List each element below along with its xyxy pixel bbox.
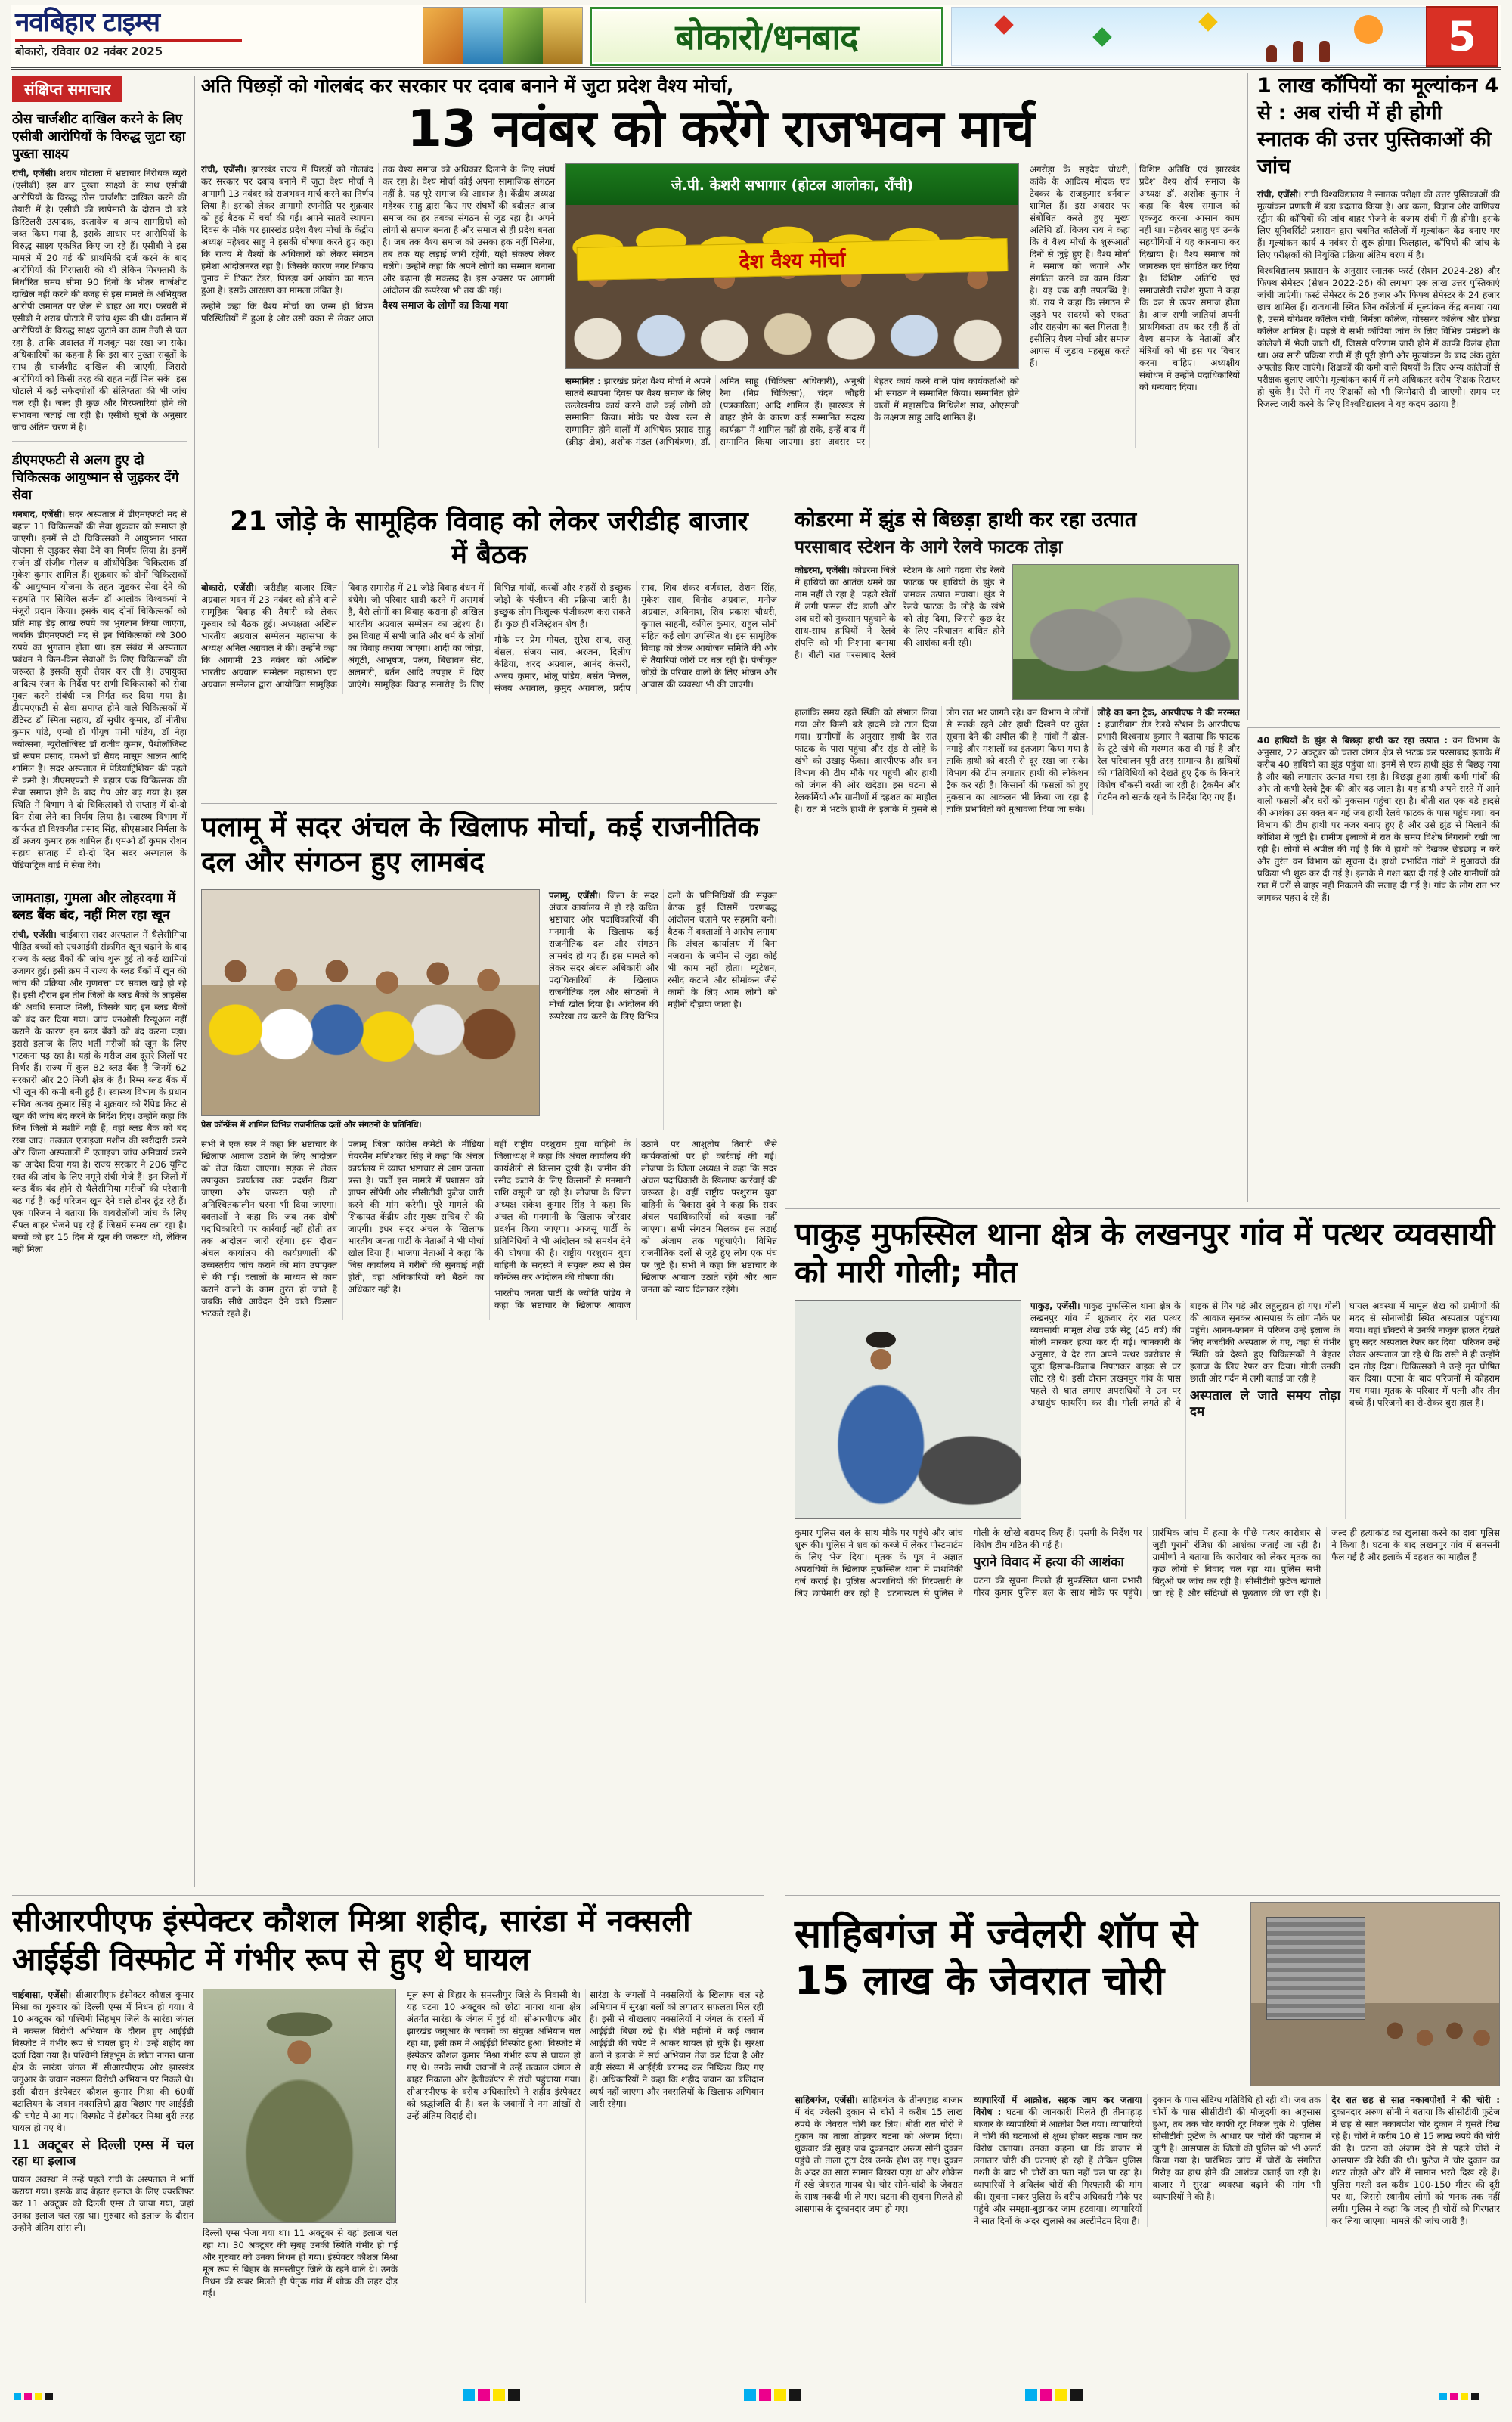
black-mark [789,2389,801,2401]
brief-item [12,441,187,871]
paragraph: वहीं राष्ट्रीय परशुराम युवा वाहिनी के जिलाध्यक्ष ने कहा कि अंचल कार्यालय की कार्यशैली से किसान दुखी हैं। जमीन की रसीद कटाने के लिए किसानों से मनमानी राशि वसूली जा रही है। लोजपा के जिला अध्यक्ष राकेश कुमार सिंह ने कहा कि अंचल की मनमानी के खिलाफ जोरदार प्रदर्शन किया जाएगा। आजसू पार्टी के प्रतिनिधियों ने भी आंदोलन को समर्थन देने की घोषणा की है। राष्ट्रीय परशुराम युवा वाहिनी के सदस्यों ने संयुक्त रूप से प्रेस कॉन्फ्रेंस कर आंदोलन की घोषणा की। [494,1138,631,1282]
body-text: झारखंड प्रदेश वैश्य मोर्चा ने अपने सातवें स्थापना दिवस पर वैश्य समाज के लिए उल्लेखनीय कार्य करने वाले कई लोगों को सम्मानित किया। मौके पर वैश्य रत्न से सम्मानित होने वालों में अभिषेक प्रसाद साहु (क्रीड़ा क्षेत्र), अशोक मंडल (अभियंत्रण), डॉ. अमित साहू (चिकित्सा अधिकारी), अनुश्री रैना (निप्र चिकित्सा), चंदन जौहरी (पत्रकारिता) आदि शामिल हैं। झारखंड से बाहर होने के कारण कई सम्मानित सदस्य कार्यक्रम में शामिल नहीं हो सके, इन्हें बाद में सम्मानित किया जाएगा। इस अवसर पर बेहतर कार्य करने वाले पांच कार्यकर्ताओं को भी संगठन ने सम्मानित किया। सम्मानित होने वालों में महासचिव मिथिलेश साव, ओएसजी के लक्ष्मण साहु आदि शामिल हैं। [565,376,1019,448]
paragraph: दुकान के पास संदिग्ध गतिविधि हो रही थी। जब तक चोरों के पास सीसीटीवी की मौजूदगी का अहसास हुआ, तब तक चोर काफी दूर निकल चुके थे। पुलिस सीसीटीवी फुटेज के आधार पर चोरों की पहचान में जुटी है। आसपास के जिलों की पुलिस को भी अलर्ट किया गया है। प्रारंभिक जांच में चोरों के संगठित गिरोह का हाथ होने की आशंका जताई जा रही है। बाजार में सुरक्षा व्यवस्था बढ़ाने की मांग भी व्यापारियों ने की है। [1152,2095,1321,2202]
black-mark [1471,2393,1479,2400]
headline: कोडरमा में झुंड से बिछड़ा हाथी कर रहा उत्पात [795,508,1137,532]
photo-caption: प्रेस कॉन्फ्रेंस में शामिल विभिन्न राजनीतिक दलों और संगठनों के प्रतिनिधि। [201,1119,422,1130]
page-number: 5 [1448,12,1476,60]
honored-section [565,375,1019,448]
article-text-under-photo [203,2227,398,2300]
yellow-mark [493,2389,505,2401]
collage-tile [503,8,543,64]
body-text: पाकुड़ मुफस्सिल थाना क्षेत्र के लखनपुर गांव में शुक्रवार देर रात पत्थर व्यवसायी मामूल शेख उर्फ सेंटू (45 वर्ष) की गोली मारकर हत्या कर दी गई। जानकारी के अनुसार, वे देर रात अपने पत्थर कारोबार से जुड़ा हिसाब-किताब निपटाकर बाइक से घर लौट रहे थे। इसी दौरान लखनपुर गांव के पास पहले से घात लगाए अपराधियों ने उन पर अंधाधुंध फायरिंग कर दी। गोली लगते ही वे बाइक से गिर पड़े और लहूलुहान हो गए। गोली की आवाज सुनकर आसपास के लोग मौके पर पहुंचे। आनन-फानन में परिजन उन्हें इलाज के लिए नजदीकी अस्पताल ले गए, जहां से गंभीर स्थिति को देखते हुए चिकित्सकों ने बेहतर इलाज के लिए रेफर कर दिया। गोली उनकी छाती और गर्दन में लगी बताई जा रही है। [1030,1301,1340,1409]
headline: पाकुड़ मुफस्सिल थाना क्षेत्र के लखनपुर गांव में पत्थर व्यवसायी को मारी गोली; मौत [795,1216,1495,1291]
body-text: जरीडीह बाजार स्थित अग्रवाल भवन में 23 नवंबर को होने वाले सामूहिक विवाह की तैयारी को लेकर गुरुवार को बैठक हुई। अध्यक्षता अखिल भारतीय अग्रवाल सम्मेलन महासभा के अध्यक्ष अनिल अग्रवाल ने की। उन्होंने कहा कि आगामी 23 नवंबर को अखिल भारतीय अग्रवाल सम्मेलन महासभा एवं अग्रवाल सम्मेलन द्वारा आयोजित सामूहिक विवाह समारोह में 21 जोड़े विवाह बंधन में बंधेंगे। जो परिवार शादी करने में असमर्थ हैं, वैसे लोगों का विवाह कराना ही अखिल भारतीय अग्रवाल सम्मेलन का उद्देश्य है। इस विवाह में सभी जाति और धर्म के लोगों का विवाह कराया जाएगा। शादी का जोड़ा, अंगूठी, आभूषण, पलंग, बिछावन सेट, अलमारी, बर्तन आदि उपहार में दिए जाएंगे। सामूहिक विवाह समारोह के लिए विभिन्न गांवों, कस्बों और शहरों से इच्छुक जोड़ों के पंजीयन की प्रक्रिया जारी है। इच्छुक लोग निःशुल्क पंजीकरण करा सकते हैं। कुछ ही रजिस्ट्रेशन शेष हैं। [201,581,631,690]
registration-marks [744,2389,804,2402]
body-text: वन विभाग के अनुसार, 22 अक्टूबर को चतरा जंगल क्षेत्र से भटक कर परसाबाद इलाके में करीब 40 हाथियों का झुंड पहुंचा था। इनमें से एक हाथी झुंड से बिछड़ गया है और वही लगातार उत्पात मचा रहा है। बिछड़ा हुआ हाथी कभी गांवों की ओर तो कभी रेलवे ट्रैक की ओर बढ़ जाता है। यह हाथी अपने रास्ते में आने वाली फसलों और घरों को नुकसान पहुंचा रहा है। बीती रात एक बड़े हादसे की आशंका उस वक्त बन गई जब हाथी रेलवे फाटक के पास पहुंच गया। वन विभाग की टीम हाथी पर नजर बनाए हुए है और उसे झुंड से मिलाने की कोशिश में जुटी है। ग्रामीण इलाकों में रात के समय विशेष निगरानी रखी जा रही है। लोगों से अपील की गई है कि वे हाथी को देखकर छेड़छाड़ न करें और तुरंत वन विभाग को सूचना दें। हाथी प्रभावित गांवों में मुआवजे की प्रक्रिया भी शुरू कर दी गई है। इलाके में गश्त बढ़ा दी गई है और ग्रामीणों को रात में घरों से बाहर नहीं निकलने की सलाह दी गई है। गांव के लोग रात भर जागकर पहरा दे रहे हैं। [1257,735,1500,903]
black-mark [508,2389,520,2401]
section-title: बोकारो/धनबाद [675,17,858,57]
body-text: घटना की जानकारी मिलते ही तीनपहाड़ बाजार के व्यापारियों में आक्रोश फैल गया। व्यापारियों ने चोरी की घटनाओं से क्षुब्ध होकर सड़क जाम कर विरोध जताया। उनका कहना था कि बाजार में लगातार चोरी की घटनाएं हो रही हैं लेकिन पुलिस गश्ती के बाद भी चोरों का पता नहीं चल पा रहा है। व्यापारियों ने अविलंब चोरों की गिरफ्तारी की मांग की। सूचना पाकर पुलिस के वरीय अधिकारी मौके पर पहुंचे और समझा-बुझाकर जाम हटवाया। व्यापारियों ने सात दिनों के अंदर खुलासे का अल्टीमेटम दिया है। [973,2107,1142,2226]
article-text-below [795,706,1240,815]
person-silhouette [1266,45,1277,62]
magenta-mark [1450,2393,1458,2400]
officer-photo [203,1989,396,2223]
yellow-mark [1055,2389,1067,2401]
paragraph: अगरोड़ा के सहदेव चौधरी, कांके के आदित्य मोदक एवं टेवकर के राजकुमार बर्नवाल शामिल हैं। इस अवसर पर संबोधित करते हुए मुख्य अतिथि डॉ. विजय राय ने कहा कि वे वैश्य मोर्चा के शुरूआती दिनों से जुड़े हुए हैं। वैश्य मोर्चा ने समाज को जगाने और संगठित करने का काम किया है। यह एक बड़ी उपलब्धि है। डॉ. राय ने कहा कि संगठन से जुड़ने पर सदस्यों को एकता और सहयोग का बल मिलता है। इसीलिए वैश्य मोर्चा और समाज आपस में जुड़ाव महसूस करते हैं। [1030,164,1130,369]
briefs-column [12,76,195,1887]
paragraph [974,2094,1142,2227]
elephant-herd-photo [1012,564,1239,700]
paragraph [795,2094,963,2215]
paragraph: घटना की सूचना मिलते ही मुफस्सिल थाना प्रभारी गौरव कुमार पुलिस बल के साथ मौके पर पहुंचे। प्रारंभिक जांच में हत्या के पीछे पत्थर कारोबार से जुड़ी पुरानी रंजिश की आशंका जताई जा रही है। ग्रामीणों ने बताया कि कारोबार को लेकर मृतक का कुछ लोगों से विवाद चल रहा था। पुलिस सभी बिंदुओं पर जांच कर रही है। सीसीटीवी फुटेज खंगाले जा रहे हैं और संदिग्धों से पूछताछ की जा रही है। जल्द ही हत्याकांड का खुलासा करने का दावा पुलिस ने किया है। घटना के बाद लखनपुर गांव में सनसनी फैल गई है और इलाके में दहशत का माहौल है। [973,1527,1500,1599]
magenta-mark [24,2393,32,2400]
body-text: चाईबासा सदर अस्पताल में थैलेसीमिया पीड़ित बच्चों को एचआईवी संक्रमित खून चढ़ाने के बाद राज्य के ब्लड बैंकों की जांच शुरू हुई तो कई खामियां उजागर हुईं। इसी क्रम में राज्य के ब्लड बैंकों में खून की जांच की प्रक्रिया और गुणवत्ता पर सवाल खड़े हो रहे हैं। इसी दौरान इन तीन जिलों के ब्लड बैंकों के लाइसेंस की अवधि समाप्त मिली, जिसके बाद इन ब्लड बैंकों को बंद कर दिया गया। जांच एनओसी रिन्यूअल नहीं कराने के कारण इन ब्लड बैंकों को बंद करना पड़ा। इससे इलाज के लिए भर्ती मरीजों को खून के लिए भटकना पड़ रहा है। यहां के मरीज अब दूसरे जिलों पर निर्भर हैं। राज्य में कुल 82 ब्लड बैंक हैं जिनमें 62 सरकारी और 20 निजी क्षेत्र के हैं। रिम्स ब्लड बैंक में भी खून की कमी बनी हुई है। स्वास्थ्य विभाग के प्रधान सचिव अजय कुमार सिंह ने शुक्रवार को रैपिड किट से खून की जांच बंद करने के निर्देश दिए। उन्होंने कहा कि जिन जिलों में मशीनें नहीं हैं, वहां ब्लड बैंक को बंद रखा जाए। तत्काल एलाइजा मशीन की खरीदारी करने और जिला अस्पतालों में एलाइजा जांच अनिवार्य करने का आदेश दिया गया है। राज्य सरकार ने 206 यूनिट रक्त की जांच के लिए नमूने रांची भेजे हैं। इन जिलों में ब्लड बैंक बंद होने से थैलेसीमिया मरीजों की परेशानी बढ़ गई है। कई परिजन खून देने वाले डोनर ढूंढ रहे हैं। एक परिजन ने बताया कि वायरोलॉजी जांच के लिए सैंपल बाहर भेजने पड़ रहे हैं जिसमें समय लग रहा है। बच्चों को हर 15 दिन में खून की जरूरत थी, लेकिन नहीं मिला। [12,929,187,1254]
article-row [795,1300,1500,1519]
body-text: झारखंड राज्य में पिछड़ों को गोलबंद कर सरकार पर दबाव बनाने में जुटा वैश्य मोर्चा ने आगामी 13 नवंबर को राजभवन मार्च करने का निर्णय लिया है। इसको लेकर आगामी रणनीति पर शुक्रवार को हुई बैठक में चर्चा की गई। अपने सातवें स्थापना दिवस के मौके पर झारखंड प्रदेश वैश्य मोर्चा के केंद्रीय अध्यक्ष महेश्वर साहु ने इसकी घोषणा करते हुए कहा कि राज्य में वैश्यों के अधिकारों को लेकर संगठन हमेशा आंदोलनरत रहा है। जिसके कारण नगर निकाय चुनाव में टिकट टेंडर, पिछड़ा वर्ग आयोग का गठन हुआ है। इसके आरक्षण का मामला लंबित है। [201,164,373,296]
dateline: कोडरमा, एजेंसी। [795,565,850,575]
collage-tile [463,8,503,64]
paragraph [565,375,1019,448]
paragraph: सभी ने एक स्वर में कहा कि भ्रष्टाचार के खिलाफ आवाज उठाने के लिए आंदोलन को तेज किया जाएगा। सड़क से लेकर उपायुक्त कार्यालय तक प्रदर्शन किया जाएगा और जरूरत पड़ी तो अनिश्चितकालीन धरना भी दिया जाएगा। वक्ताओं ने कहा कि जब तक दोषी पदाधिकारियों पर कार्रवाई नहीं होती तब तक आंदोलन जारी रहेगा। इस दौरान अंचल कार्यालय की कार्यप्रणाली की उच्चस्तरीय जांच कराने की मांग उपायुक्त से की गई। दलालों के माध्यम से काम कराने वालों के काम तुरंत हो जाते हैं जबकि सीधे आवेदन देने वाले किसान भटकते रहते हैं। [201,1138,337,1319]
crosshead: पुराने विवाद में हत्या की आशंका [973,1555,1124,1571]
article-text-left [201,163,555,448]
person-silhouette [1293,41,1303,62]
page-number-box [1426,6,1498,67]
dateline: बोकारो, एजेंसी। [201,581,257,593]
paragraph [1257,188,1500,261]
dateline: रांची, एजेंसी। [201,164,247,175]
inline-subhead: वैश्य समाज के लोगों का किया गया [383,300,508,312]
photo-banner-yellow: देश वैश्य मोर्चा [577,238,1009,281]
article-text [1257,188,1500,410]
newspaper-name: नवबिहार टाइम्स [15,8,160,38]
kite-icon [1198,12,1217,31]
headline: 21 जोड़े के सामूहिक विवाह को लेकर जरीडीह बाजार में बैठक [230,507,748,570]
registration-marks [1025,2389,1086,2402]
article-text-right [1030,163,1240,448]
article-elephant-rampage [785,498,1240,1202]
cyan-mark [744,2389,756,2401]
dateline: पलामू, एजेंसी। [549,889,601,901]
cyan-mark [14,2393,21,2400]
article-copy-evaluation [1247,73,1500,720]
headline: साहिबगंज में ज्वेलरी शॉप से 15 लाख के जेवरात चोरी [795,1912,1198,2005]
edition-dateline: बोकारो, रविवार 02 नवंबर 2025 [15,45,163,58]
paragraph [12,1989,194,2134]
sun-icon [1354,15,1383,44]
dateline: साहिबगंज, एजेंसी। [795,2095,858,2105]
magenta-mark [759,2389,771,2401]
black-mark [1070,2389,1083,2401]
article-head-row [795,1902,1500,2086]
main-headline: 13 नवंबर को करेंगे राजभवन मार्च [407,99,1034,158]
article-text-left [12,1989,194,2303]
person-silhouette [1319,41,1330,62]
cyan-mark [1439,2393,1447,2400]
body-text: कोडरमा जिले में हाथियों का आतंक थमने का नाम नहीं ले रहा है। पहले खेतों में लगी फसल रौंद डाली और अब घरों को नुकसान पहुंचाने के साथ-साथ हाथियों ने रेलवे संपत्ति को भी निशाना बनाया है। बीती रात परसाबाद रेलवे स्टेशन के आगे गढ़वा रोड रेलवे फाटक पर हाथियों के झुंड ने जमकर उत्पात मचाया। झुंड ने रेलवे फाटक के लोहे के खंभे को तोड़ दिया, जिससे कुछ देर के लिए परिचालन बाधित होने की आशंका बनी रही। [795,565,1005,660]
paragraph [12,929,187,1255]
article-text-below [201,1138,777,1320]
paragraph: घायल अवस्था में मामूल शेख को ग्रामीणों की मदद से सोनाजोड़ी स्थित अस्पताल पहुंचाया गया। वहां डॉक्टरों ने उनकी नाजुक हालत देखते हुए सदर अस्पताल रेफर कर दिया। परिजन उन्हें लेकर अस्पताल जा रहे थे कि रास्ते में ही उन्होंने दम तोड़ दिया। चिकित्सकों ने उन्हें मृत घोषित कर दिया। घटना के बाद परिजनों में कोहराम मच गया। मृतक के परिवार में पत्नी और तीन बच्चे हैं। परिजनों का रो-रोकर बुरा हाल है। [1349,1301,1500,1409]
crowd-with-yellow-caps [566,205,1018,368]
registration-marks [1439,2389,1482,2402]
brief-headline: जामताड़ा, गुमला और लोहरदगा में ब्लड बैंक बंद, नहीं मिल रहा खून [12,891,176,923]
subheadline: परसाबाद स्टेशन के आगे रेलवे फाटक तोड़ा [795,538,1063,557]
body-text: दुकानदार अरुण सोनी ने बताया कि सीसीटीवी फुटेज में छह से सात नकाबपोश चोर दुकान में घुसते दिख रहे हैं। चोरों ने करीब 10 से 15 लाख रुपये की चोरी की है। घटना को अंजाम देने से पहले चोरों ने आसपास की रेकी की थी। फुटेज में चोर दुकान का शटर तोड़ते और बोरे में सामान भरते दिख रहे हैं। पुलिस गश्ती दल करीब 100-150 मीटर की दूरी पर था, जिससे स्थानीय लोगों को भनक तक नहीं लगी। पुलिस ने कहा कि जल्द ही चोरों को गिरफ्तार कर लिया जाएगा। मामले की जांच जारी है। [1331,2107,1500,2226]
paragraph: उन्होंने कहा कि वैश्य मोर्चा का जन्म ही विषम परिस्थितियों में हुआ है और उसी वक्त से लेकर आज तक वैश्य समाज को अधिकार दिलाने के लिए संघर्ष कर रहा है। वैश्य मोर्चा कोई अपना सामाजिक संगठन नहीं है, यह पूरे समाज की आवाज है। केंद्रीय अध्यक्ष महेश्वर साहु द्वारा किए गए संघर्षों की बदौलत आज समाज का हर तबका संगठन से जुड़ रहा है। अपने लोगों से समाज बनता है और समाज से ही प्रदेश बनता है। जब तक वैश्य समाज को उसका हक नहीं मिलेगा, तब तक यह लड़ाई जारी रहेगी, यही संकल्प लेकर चलेंगे। उन्होंने कहा कि अपने लोगों का सम्मान बनाना और बढ़ाना ही मकसद है। इस अवसर पर आगामी आंदोलन की रूपरेखा भी तय की गई। [201,164,555,324]
brief-headline: डीएमएफटी से अलग हुए दो चिकित्सक आयुष्मान से जुड़कर देंगे सेवा [12,453,179,503]
inline-subhead: देर रात छह से सात नकाबपोशों ने की चोरी : [1331,2095,1500,2105]
photo-banner-green: जे.पी. केशरी सभागार (होटल आलोका, राँची) [566,164,1018,205]
masthead-rule [15,39,242,42]
yellow-mark [35,2393,42,2400]
photo-block [203,1989,398,2303]
paragraph [795,564,1005,661]
header-kites-illustration [951,7,1429,66]
briefs-header: संक्षिप्त समाचार [12,76,122,102]
paragraph: मौके पर प्रेम गोयल, सुरेश साव, राजू बंसल, संजय साव, अरजन, दिलीप केडिया, शरद अग्रवाल, आनंद केसरी, अजय कुमार, भोलू पांडेय, बसंत मित्तल, संजय अग्रवाल, कुमुद अग्रवाल, प्रदीप साव, शिव शंकर वर्णवाल, रोशन सिंह, मुकेश साव, विनोद अग्रवाल, मनोज अग्रवाल, अविनाश, शिव प्रकाश चौधरी, कृपाल साहनी, कपिल कुमार, राहुल सोनी सहित कई लोग उपस्थित थे। इस सामूहिक विवाह को लेकर आयोजन समिति की ओर से तैयारियां जोरों पर चल रही हैं। पंजीकृत जोड़ों के परिवार वालों के लिए भोजन और आवास की व्यवस्था भी की जाएगी। [494,581,777,693]
yellow-mark [774,2389,786,2401]
inline-subhead: सम्मानित : [565,376,601,387]
paragraph [201,163,373,296]
press-conference-photo [201,889,540,1116]
paragraph: दिल्ली एम्स भेजा गया था। 11 अक्टूबर से वहां इलाज चल रहा था। 30 अक्टूबर की सुबह उनकी स्थिति गंभीर हो गई और गुरुवार को उनका निधन हो गया। इंस्पेक्टर कौशल मिश्रा मूल रूप से बिहार के समस्तीपुर जिले के रहने वाले थे। उनके निधन की खबर मिलते ही पैतृक गांव में शोक की लहर दौड़ गई। [203,2227,398,2299]
body-text: शराब घोटाला में भ्रष्टाचार निरोधक ब्यूरो (एसीबी) इस बार पुख्ता साक्ष्यों के साथ एसीबी आरोपियों के विरुद्ध ठोस चार्जशीट दाखिल करने की तैयारी में है। एसीबी की छापेमारी के दौरान दो बड़े डिस्टिलरी उत्पादक, दस्तावेज व अन्य सामग्रियों को जब्त किया गया है, इसके आधार पर आरोपियों के विरुद्ध साक्ष्य एकत्रित किए जा रहे हैं। एसीबी ने इस मामले में 20 गई की प्राथमिकी दर्ज करने के बाद आरोपियों की गिरफ्तारी की थी लेकिन गिरफ्तारी के निर्धारित समय सीमा 90 दिनों के भीतर चार्जशीट दाखिल नहीं करने की वजह से इस मामले के अभियुक्त आरोपी जमानत पर जेल से बाहर आ गए। फरवरी में एसीबी ने शराब घोटाले में जांच शुरू की थी। वर्तमान में आरोपियों के विरुद्ध साक्ष्य जुटाने का काम तेजी से चल रहा है, ताकि अदालत में मजबूत पक्ष रखा जा सके। अधिकारियों का कहना है कि इस बार पुख्ता सबूतों के साथ ही चार्जशीट दाखिल की जाएगी, जिससे आरोपियों को किसी तरह की राहत नहीं मिल सके। इस घोटाले में कई सफेदपोशों की संलिप्तता की भी जांच चल रही है। जल्द ही कुछ और गिरफ्तारियां होने की संभावना जताई जा रही है। एसीबी सूत्रों के अनुसार जांच अंतिम चरण में है। [12,168,187,433]
dateline: रांची, एजेंसी। [12,168,57,178]
header-collage-image [423,7,583,64]
registration-marks [463,2389,523,2402]
dateline: धनबाद, एजेंसी। [12,509,66,519]
kite-icon [994,15,1013,34]
article-jewellery-theft [785,1895,1500,2380]
paragraph: विशिष्ट अतिथि एवं झारखंड प्रदेश वैश्य शौर्य समाज के अध्यक्ष डॉ. अशोक कुमार ने कहा कि वैश्य समाज को एकजुट करना आसान काम नहीं था। महेश्वर साहु एवं उनके सहयोगियों ने यह कारनामा कर दिखाया है। वैश्य समाज को जागरूक एवं संगठित कर दिया है। विशिष्ट अतिथि एवं समाजसेवी राजेश गुप्ता ने कहा कि दल से ऊपर समाज होता है। आज सभी जातियां अपनी प्राथमिकता तय कर रही हैं तो वैश्य समाज के नेताओं और मंत्रियों को भी इस पर विचार करना चाहिए। अध्यक्षीय संबोधन में उन्होंने पदाधिकारियों को धन्यवाद दिया। [1139,164,1240,393]
kicker: अति पिछड़ों को गोलबंद कर सरकार पर दवाब बनाने में जुटा प्रदेश वैश्य मोर्चा, [201,75,734,97]
article-row [201,889,777,1130]
paragraph [12,167,187,433]
headline: सीआरपीएफ इंस्पेक्टर कौशल मिश्रा शहीद, सारंडा में नक्सली आईईडी विस्फोट में गंभीर रूप से हुए थे घायल [12,1903,691,1978]
dateline: रांची, एजेंसी। [1257,188,1302,200]
brief-item [12,111,187,433]
paragraph: विश्वविद्यालय प्रशासन के अनुसार स्नातक फर्स्ट (सेशन 2024-28) और फिफ्थ सेमेस्टर (सेशन 2022-26) की लगभग एक लाख उत्तर पुस्तिकाएं जांची जाएंगी। फर्स्ट सेमेस्टर के 26 हजार और फिफ्थ सेमेस्टर के 24 हजार छात्र शामिल हैं। राजधानी स्थित जिन कॉलेजों में मूल्यांकन केंद्र बनाया गया है, उसमें योगेश्वर कॉलेज रांची, निर्मला कॉलेज, गोस्सनर कॉलेज और डोरंडा कॉलेज शामिल हैं। पहले ये सभी कॉपियां जांच के लिए विभिन्न प्रमंडलों के कॉलेजों में भेजी जाती थीं, जिससे परिणाम जारी होने में काफी विलंब होता था। अब सारी प्रक्रिया रांची में ही पूरी होगी और मूल्यांकन के बाद अंक तुरंत अपलोड किए जाएंगे। शिक्षकों की कमी वाले विषयों के लिए अन्य कॉलेजों से परीक्षक बुलाए जाएंगे। मूल्यांकन कार्य में लगे अधिकतर वरीय शिक्षक रिटायर हो चुके हैं। ऐसे में नए शिक्षकों को भी जिम्मेदारी दी जाएगी। समय पर रिजल्ट जारी करने के लिए विश्वविद्यालय ने यह कदम उठाया है। [1257,265,1500,409]
article-rajbhavan-march [201,73,1240,493]
collage-tile [423,8,463,64]
article-text-right [407,1989,764,2303]
article-text [795,2094,1500,2227]
shop-shutter-illustration [1266,1917,1365,2020]
dateline: चाईबासा, एजेंसी। [12,1989,72,2000]
magenta-mark [1040,2389,1052,2401]
main-article-body [201,163,1240,448]
paragraph [1331,2094,1500,2227]
paragraph [12,508,187,871]
paragraph: भारतीय जनता पार्टी के ज्योति पांडेय ने कहा कि भ्रष्टाचार के खिलाफ आवाज उठाने पर आशुतोष तिवारी जैसे कार्यकर्ताओं पर ही कार्रवाई की गई। लोजपा के जिला अध्यक्ष ने कहा कि सदर अंचल पदाधिकारी के खिलाफ कार्रवाई की जरूरत है। वहीं राष्ट्रीय परशुराम युवा वाहिनी के विकास दुबे ने कहा कि सदर अंचल पदाधिकारियों को बख्शा नहीं जाएगा। सभी संगठन मिलकर इस लड़ाई को अंजाम तक पहुंचाएंगे। विभिन्न राजनीतिक दलों से जुड़े हुए लोग एक मंच पर जुटे हैं। सभी ने कहा कि भ्रष्टाचार के खिलाफ आवाज उठाते रहेंगे और आम जनता को न्याय दिलाकर रहेंगे। [494,1138,777,1310]
masthead [15,8,265,59]
paragraph [1257,734,1500,904]
dateline: पाकुड़, एजेंसी। [1030,1301,1080,1312]
cyan-mark [1025,2389,1037,2401]
registration-marks [14,2389,56,2402]
body-text: साहिबगंज के तीनपहाड़ बाजार में बंद ज्वेलरी दुकान से चोरों ने करीब 15 लाख रुपये के जेवरात चोरी कर लिए। बीती रात चोरों ने दुकान का ताला तोड़कर घटना को अंजाम दिया। शुक्रवार की सुबह जब दुकानदार अरुण सोनी दुकान पहुंचे तो ताला टूटा देख उनके होश उड़ गए। दुकान के अंदर का सारा सामान बिखरा पड़ा था और शोकेस में रखे जेवरात गायब थे। चोर सोने-चांदी के जेवरात के साथ नकदी भी ले गए। घटना की सूचना मिलते ही आसपास के दुकानदार जमा हो गए। [795,2095,963,2214]
dateline: रांची, एजेंसी। [12,929,57,940]
body-text: सदर अस्पताल में डीएमएफटी मद से बहाल 11 चिकित्सकों की सेवा शुक्रवार को समाप्त हो जाएगी। इनमें से दो चिकित्सकों ने आयुष्मान भारत योजना से जुड़कर सेवा देने का निर्णय लिया है। इनमें सर्जन डॉ संजीव गोलज व ऑर्थोपेडिक चिकित्सक डॉ मुकेश कुमार शामिल हैं। शुक्रवार को दोनों चिकित्सकों की आयुष्मान योजना के तहत जुड़कर सेवा देने की सहमति पर सिविल सर्जन डॉ आलोक विश्वकर्मा ने मंजूरी प्रदान किया। इसके बाद दोनों चिकित्सकों को प्रति माह डेढ़ लाख रुपये का भुगतान किया जाएगा, जबकि डीएमएफटी मद से इन चिकित्सकों को 300 रुपये का भुगतान होता था। इस संबंध में अस्पताल प्रबंधन ने किन-किन सेवाओं के लिए चिकित्सकों की जरूरत है इसकी सूची तैयार कर ली है। उपायुक्त आदित्य रंजन के निर्देश पर सभी चिकित्सकों को सेवा मुक्त करने संबंधी पत्र निर्गत कर दिया गया है। डीएमएफटी से सेवा समाप्त होने वाले चिकित्सकों में डेंटिस्ट डॉ स्मिता सहाय, डॉ सुधीर कुमार, डॉ नीतीश कुमार पांडे, एम्बो डॉ पीयूष पानी पांडेय, डॉ नेहा ज्योत्सना, न्यूरोलॉजिस्ट डॉ राजीव कुमार, पैथोलॉजिस्ट डॉ रूपम प्रसाद, एमओ डॉ सैयद मासूम आलम आदि शामिल हैं। सदर अस्पताल में पेडियाट्रिशियन की पहले से कमी है। डीएमएफटी से बहाल एक चिकित्सक की सेवा समाप्त होने के बाद गैप और बढ़ गया है। इस स्थिति में विभाग ने दो चिकित्सकों से सप्ताह में दो-दो दिन सेवा लेने का निर्णय लिया है। स्वास्थ्य विभाग में कार्यरत डॉ विश्वजीत प्रसाद सिंह, सीएसआर निर्मला के डॉ अजय कुमार हक शामिल हैं। एमओ डॉ कुमार रोशन सहाय सप्ताह में दो-दो दिन सदर अस्पताल के पेडियाट्रिक वार्ड में सेवा देंगे। [12,509,187,870]
inline-subhead: लोहे का बना ट्रैक, आरपीएफ ने की मरम्मत : [1097,707,1240,730]
victim-photo [795,1300,1021,1519]
market-protest-photo [1250,1902,1500,2086]
photo-block [201,889,540,1130]
main-article-photo [565,163,1019,369]
paragraph: घायल अवस्था में उन्हें पहले रांची के अस्पताल में भर्ती कराया गया। इसके बाद बेहतर इलाज के लिए एयरलिफ्ट कर 11 अक्टूबर को दिल्ली एम्स ले जाया गया, जहां उनका इलाज चल रहा था। गुरुवार को इलाज के दौरान उन्होंने अंतिम सांस ली। [12,2173,194,2233]
paragraph: पलामू जिला कांग्रेस कमेटी के मीडिया चेयरमैन मणिशंकर सिंह ने कहा कि अंचल कार्यालय में व्याप्त भ्रष्टाचार से आम जनता त्रस्त है। पार्टी इस मामले में प्रशासन को ज्ञापन सौंपेगी और सीसीटीवी फुटेज जारी करने की मांग करेगी। पूरे मामले की शिकायत केंद्रीय और मुख्य सचिव से की जाएगी। इधर सदर अंचल के खिलाफ भारतीय जनता पार्टी के नेताओं ने भी मोर्चा खोल दिया है। भाजपा नेताओं ने कहा कि जिस कार्यालय में गरीबों की सुनवाई नहीं होती, वहां अधिकारियों को बैठने का अधिकार नहीं है। [348,1138,484,1295]
body-text: सीआरपीएफ इंस्पेक्टर कौशल कुमार मिश्रा का गुरुवार को दिल्ली एम्स में निधन हो गया। वे 10 अक्टूबर को पश्चिमी सिंहभूम जिले के सारंडा जंगल में नक्सल विरोधी अभियान के दौरान हुए आईईडी विस्फोट में गंभीर रूप से घायल हुए थे। उन्हें शहीद का दर्जा दिया गया है। पश्चिमी सिंहभूम के छोटा नागरा थाना क्षेत्र के सारंडा जंगल में सीआरपीएफ और झारखंड जगुआर के जवान नक्सल विरोधी अभियान पर निकले थे। इसी दौरान इंस्पेक्टर कौशल कुमार मिश्रा की 60वीं बटालियन के जवान नक्सलियों द्वारा बिछाए गए आईईडी की चपेट में आ गए। विस्फोट में इंस्पेक्टर मिश्रा बुरी तरह घायल हो गए थे। [12,1989,194,2133]
brief-headline: ठोस चार्जशीट दाखिल करने के लिए एसीबी आरोपियों के विरुद्ध जुटा रहा पुख्ता साक्ष्य [12,112,186,162]
body-text: हजारीबाग रोड रेलवे स्टेशन के आरपीएफ प्रभारी विश्वनाथ कुमार ने बताया कि फाटक के टूटे खंभे की मरम्मत करा दी गई है और रेल परिचालन पूरी तरह सामान्य है। हाथियों की गतिविधियों को देखते हुए ट्रैक के किनारे विशेष चौकसी बरती जा रही है। ट्रैकमैन और गेटमैन को सतर्क रहने के निर्देश दिए गए हैं। [1097,719,1240,802]
magenta-mark [478,2389,490,2401]
article-text [1257,734,1500,904]
body-text: जिला के सदर अंचल कार्यालय में हो रहे कथित भ्रष्टाचार और पदाधिकारियों की मनमानी के खिलाफ कई राजनीतिक दल और संगठन लामबंद हो गए हैं। इस मामले को लेकर सदर अंचल अधिकारी और पदाधिकारियों के खिलाफ राजनीतिक दल और संगठनों ने मोर्चा खोल दिया है। आंदोलन की रूपरेखा तय करने के लिए विभिन्न दलों के प्रतिनिधियों की संयुक्त बैठक हुई जिसमें चरणबद्ध आंदोलन चलाने पर सहमति बनी। बैठक में वक्ताओं ने आरोप लगाया कि अंचल कार्यालय में बिना नजराना के जमीन से जुड़ा कोई भी काम नहीं होता। म्यूटेशन, रसीद कटाने और सीमांकन जैसे कामों के लिए आम लोगों को महीनों दौड़ाया जाता है। [549,889,777,1022]
article-pakur-murder [785,1208,1500,1887]
article-row [795,564,1240,700]
article-text [795,564,1005,700]
paragraph [1098,706,1240,803]
kite-icon [1092,27,1111,46]
body-text: रांची विश्वविद्यालय ने स्नातक परीक्षा की उत्तर पुस्तिकाओं की मूल्यांकन प्रणाली में बड़ा बदलाव किया है। अब कला, विज्ञान और वाणिज्य स्ट्रीम की कॉपियों की जांच बाहर भेजने के बजाय रांची में ही होगी। इसके लिए यूनिवर्सिटी प्रशासन द्वारा चयनित कॉलेजों में मूल्यांकन केंद्र बनाए गए हैं। मूल्यांकन कार्य 4 नवंबर से शुरू होगा। फिलहाल, कॉपियों की जांच के लिए परीक्षकों की नियुक्ति प्रक्रिया अंतिम चरण में है। [1257,188,1500,260]
inline-subhead: 40 हाथियों के झुंड से बिछड़ा हाथी कर रहा उत्पात : [1257,735,1448,746]
article-mass-wedding [201,498,777,797]
article-crpf-martyr [12,1895,764,2380]
headline: 1 लाख कॉपियों का मूल्यांकन 4 से : अब रांची में ही होगी स्नातक की उत्तर पुस्तिकाओं की जांच [1257,74,1499,178]
yellow-mark [1461,2393,1468,2400]
headline: पलामू में सदर अंचल के खिलाफ मोर्चा, कई राजनीतिक दल और संगठन हुए लामबंद [201,811,759,879]
paragraph: सारंडा के जंगलों में नक्सलियों के खिलाफ चल रहे अभियान में सुरक्षा बलों को लगातार सफलता मिल रही है। इसी से बौखलाए नक्सलियों ने जंगल के रास्तों में आईईडी बिछा रखे हैं। बीते महीनों में कई जवान आईईडी की चपेट में आकर घायल हो चुके हैं। सुरक्षा बलों ने इलाके में सर्च अभियान तेज कर दिया है और बड़ी संख्या में आईईडी बरामद कर निष्क्रिय किए गए हैं। अधिकारियों ने कहा कि शहीद जवान का बलिदान व्यर्थ नहीं जाएगा और नक्सलियों के खिलाफ अभियान जारी रहेगा। [590,1989,764,2109]
article-text-below [795,1527,1500,1599]
section-title-box [590,7,943,66]
crosshead: अस्पताल ले जाते समय तोड़ा दम [1190,1388,1340,1420]
paragraph: हालांकि समय रहते स्थिति को संभाल लिया गया और किसी बड़े हादसे को टाल दिया गया। ग्रामीणों के अनुसार हाथी देर रात फाटक के पास पहुंचा और सूंड से लोहे के खंभे को उखाड़ फेंका। आरपीएफ और वन विभाग की टीम मौके पर पहुंची और हाथी को जंगल की ओर खदेड़ा। इस घटना से रेलकर्मियों और ग्रामीणों में दहशत का माहौल है। रात में भटके हाथी के इलाके में घुसने से लोग रात भर जागते रहे। वन विभाग ने लोगों से सतर्क रहने और हाथी दिखने पर तुरंत सूचना देने की अपील की है। गांवों में ढोल-नगाड़े और मशालों का इंतजाम किया गया है ताकि हाथी को बस्ती से दूर रखा जा सके। विभाग की टीम लगातार हाथी की लोकेशन ट्रैक कर रही है। किसानों की फसलों को हुए नुकसान का आकलन भी किया जा रहा है ताकि प्रभावितों को मुआवजा दिया जा सके। [795,707,1089,814]
inline-subhead: व्यापारियों में आक्रोश, सड़क जाम कर जताया विरोध : [973,2095,1142,2117]
crosshead: 11 अक्टूबर से दिल्ली एम्स में चल रहा था इलाज [12,2137,194,2169]
article-text [1030,1300,1500,1519]
brief-item [12,879,187,1255]
article-elephant-continuation [1247,727,1500,1202]
black-mark [45,2393,53,2400]
article-text [549,889,777,1130]
article-row [12,1989,764,2303]
article-palamu-protest [201,803,777,1887]
paragraph: मूल रूप से बिहार के समस्तीपुर जिले के निवासी थे। यह घटना 10 अक्टूबर को छोटा नागरा थाना क्षेत्र अंतर्गत सारंडा के जंगल में हुई थी। सीआरपीएफ और झारखंड जगुआर के जवानों का संयुक्त अभियान चल रहा था, इसी क्रम में आईईडी विस्फोट हुआ। विस्फोट में इंस्पेक्टर कौशल कुमार मिश्रा गंभीर रूप से घायल हो गए थे। उनके साथी जवानों ने उन्हें तत्काल जंगल से बाहर निकाला और हेलीकॉप्टर से रांची पहुंचाया गया। सीआरपीएफ के वरीय अधिकारियों ने शहीद इंस्पेक्टर को श्रद्धांजलि दी है। बल के जवानों ने नम आंखों से उन्हें अंतिम विदाई दी। [407,1989,581,2121]
article-text [201,581,777,694]
main-photo-block [565,163,1019,448]
page-header [11,5,1501,70]
paragraph: कुमार पुलिस बल के साथ मौके पर पहुंचे और जांच शुरू की। पुलिस ने शव को कब्जे में लेकर पोस्टमार्टम के लिए भेज दिया। मृतक के पुत्र ने अज्ञात अपराधियों के खिलाफ मुफस्सिल थाना में प्राथमिकी दर्ज कराई है। पुलिस अपराधियों की गिरफ्तारी के लिए छापेमारी कर रही है। घटनास्थल से पुलिस ने गोली के खोखे बरामद किए हैं। एसपी के निर्देश पर विशेष टीम गठित की गई है। [795,1527,1142,1599]
paragraph [549,889,777,1022]
collage-tile [543,8,583,64]
cyan-mark [463,2389,475,2401]
